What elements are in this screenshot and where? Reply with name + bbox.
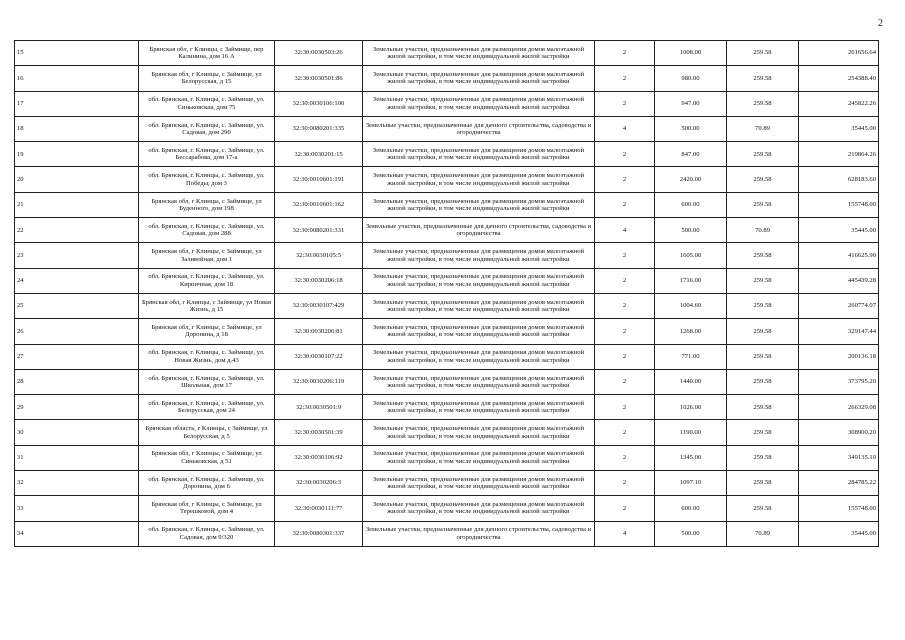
table-row [15, 192, 879, 217]
cadastral-value-cell: 254388.40 [799, 66, 879, 91]
area-cell: 771.00 [655, 344, 727, 369]
table-row [15, 91, 879, 116]
specific-value-cell: 70.89 [727, 218, 799, 243]
specific-value-cell: 70.89 [727, 521, 799, 546]
cadastral-number-cell: 32:30:0080201:331 [275, 218, 363, 243]
area-cell: 1605.00 [655, 243, 727, 268]
cadastral-value-cell: 155748.00 [799, 496, 879, 521]
permitted-use-cell: Земельные участки, предназначенные для дачного строительства, садоводства и огородничества [363, 218, 595, 243]
group-cell: 2 [595, 91, 655, 116]
table-row [15, 445, 879, 470]
specific-value-cell: 259.58 [727, 66, 799, 91]
permitted-use-cell: Земельные участки, предназначенные для размещения домов малоэтажной жилой застройки, в том числе индивидуальной жилой застройки [363, 268, 595, 293]
row-number-cell: 18 [15, 116, 139, 141]
row-number-cell: 30 [15, 420, 139, 445]
group-cell: 2 [595, 167, 655, 192]
group-cell: 2 [595, 496, 655, 521]
cadastral-number-cell: 32:30:0030501:86 [275, 66, 363, 91]
row-number-cell: 23 [15, 243, 139, 268]
area-cell: 600.00 [655, 192, 727, 217]
specific-value-cell: 259.58 [727, 496, 799, 521]
group-cell: 2 [595, 395, 655, 420]
specific-value-cell: 259.58 [727, 420, 799, 445]
cadastral-number-cell: 32:30:0030206:81 [275, 319, 363, 344]
row-number-cell: 28 [15, 369, 139, 394]
cadastral-value-cell: 245822.26 [799, 91, 879, 116]
area-cell: 600.00 [655, 496, 727, 521]
cadastral-value-cell: 445439.28 [799, 268, 879, 293]
row-number-cell: 20 [15, 167, 139, 192]
area-cell: 1345.00 [655, 445, 727, 470]
cadastral-number-cell: 32:30:0030501:39 [275, 420, 363, 445]
permitted-use-cell: Земельные участки, предназначенные для дачного строительства, садоводства и огородничества [363, 521, 595, 546]
cadastral-number-cell: 32:30:0030503:26 [275, 41, 363, 66]
row-number-cell: 26 [15, 319, 139, 344]
permitted-use-cell: Земельные участки, предназначенные для размещения домов малоэтажной жилой застройки, в том числе индивидуальной жилой застройки [363, 293, 595, 318]
cadastral-value-cell: 373795.20 [799, 369, 879, 394]
row-number-cell: 15 [15, 41, 139, 66]
specific-value-cell: 259.58 [727, 293, 799, 318]
cadastral-value-cell: 35445.00 [799, 116, 879, 141]
table-body [15, 41, 879, 547]
group-cell: 2 [595, 142, 655, 167]
permitted-use-cell: Земельные участки, предназначенные для размещения домов малоэтажной жилой застройки, в том числе индивидуальной жилой застройки [363, 319, 595, 344]
specific-value-cell: 259.58 [727, 142, 799, 167]
cadastral-value-cell: 155748.00 [799, 192, 879, 217]
permitted-use-cell: Земельные участки, предназначенные для размещения домов малоэтажной жилой застройки, в том числе индивидуальной жилой застройки [363, 496, 595, 521]
address-cell: Брянская область, г Клинцы, с Займище, ул Белорусская, д 5 [139, 420, 275, 445]
cadastral-number-cell: 32:30:0030206:3 [275, 471, 363, 496]
permitted-use-cell: Земельные участки, предназначенные для размещения домов малоэтажной жилой застройки, в том числе индивидуальной жилой застройки [363, 66, 595, 91]
address-cell: обл. Брянская, г. Клинцы, с. Займище, ул. Кирпичная, дом 18 [139, 268, 275, 293]
area-cell: 847.00 [655, 142, 727, 167]
group-cell: 2 [595, 66, 655, 91]
cadastral-value-cell: 266329.08 [799, 395, 879, 420]
area-cell: 1004.60 [655, 293, 727, 318]
area-cell: 980.00 [655, 66, 727, 91]
table-row [15, 420, 879, 445]
permitted-use-cell: Земельные участки, предназначенные для дачного строительства, садоводства и огородничества [363, 116, 595, 141]
group-cell: 2 [595, 41, 655, 66]
cadastral-number-cell: 32:30:0030107:429 [275, 293, 363, 318]
address-cell: Брянская обл, г Клинцы, с Займище, ул Буденного, дом 198 [139, 192, 275, 217]
table-row [15, 116, 879, 141]
specific-value-cell: 259.58 [727, 471, 799, 496]
table-row [15, 319, 879, 344]
specific-value-cell: 259.58 [727, 243, 799, 268]
area-cell: 947.00 [655, 91, 727, 116]
cadastral-number-cell: 32:30:0030106:100 [275, 91, 363, 116]
cadastral-value-cell: 284785.22 [799, 471, 879, 496]
address-cell: обл. Брянская, г. Клинцы, с. Займище, ул. Бессарабова, дом 17-а [139, 142, 275, 167]
cadastral-value-cell: 219864.26 [799, 142, 879, 167]
specific-value-cell: 70.89 [727, 116, 799, 141]
cadastral-number-cell: 32:30:0080301:337 [275, 521, 363, 546]
cadastral-value-cell: 308900.20 [799, 420, 879, 445]
area-cell: 1190.00 [655, 420, 727, 445]
group-cell: 4 [595, 218, 655, 243]
table-row [15, 167, 879, 192]
table-row [15, 66, 879, 91]
area-cell: 1716.00 [655, 268, 727, 293]
cadastral-number-cell: 32:30:0030201:15 [275, 142, 363, 167]
row-number-cell: 25 [15, 293, 139, 318]
cadastral-number-cell: 32:30:0030206:18 [275, 268, 363, 293]
cadastral-value-cell: 329147.44 [799, 319, 879, 344]
cadastral-number-cell: 32:30:0030106:92 [275, 445, 363, 470]
group-cell: 2 [595, 243, 655, 268]
group-cell: 4 [595, 116, 655, 141]
row-number-cell: 21 [15, 192, 139, 217]
cadastral-value-cell: 35445.00 [799, 218, 879, 243]
cadastral-value-cell: 260774.07 [799, 293, 879, 318]
group-cell: 2 [595, 369, 655, 394]
cadastral-value-cell: 628183.60 [799, 167, 879, 192]
group-cell: 2 [595, 344, 655, 369]
address-cell: обл. Брянская, г. Клинцы, с. Займище, ул. Победы, дом 3 [139, 167, 275, 192]
cadastral-number-cell: 32:30:0010601:162 [275, 192, 363, 217]
specific-value-cell: 259.58 [727, 192, 799, 217]
cadastral-number-cell: 32:30:0030111:77 [275, 496, 363, 521]
area-cell: 1440.00 [655, 369, 727, 394]
cadastral-value-cell: 349135.10 [799, 445, 879, 470]
table-row [15, 218, 879, 243]
table-row [15, 243, 879, 268]
area-cell: 1008.00 [655, 41, 727, 66]
table-row [15, 471, 879, 496]
cadastral-number-cell: 32:30:0030501:9 [275, 395, 363, 420]
specific-value-cell: 259.58 [727, 319, 799, 344]
address-cell: обл. Брянская, г. Клинцы, с. Займище, ул. Синьковская, дом 75 [139, 91, 275, 116]
group-cell: 2 [595, 293, 655, 318]
group-cell: 2 [595, 192, 655, 217]
table-row [15, 496, 879, 521]
address-cell: Брянская обл, г Клинцы, с Займище, пер Калинина, дом 16 А [139, 41, 275, 66]
group-cell: 2 [595, 420, 655, 445]
row-number-cell: 27 [15, 344, 139, 369]
address-cell: обл. Брянская, г. Клинцы, с. Займище, ул. Садовая, дом 288 [139, 218, 275, 243]
row-number-cell: 22 [15, 218, 139, 243]
row-number-cell: 31 [15, 445, 139, 470]
cadastral-value-cell: 416625.90 [799, 243, 879, 268]
land-plots-table [14, 40, 879, 547]
cadastral-number-cell: 32:30:0030206:119 [275, 369, 363, 394]
group-cell: 4 [595, 521, 655, 546]
cadastral-number-cell: 32:30:0030105:5 [275, 243, 363, 268]
area-cell: 500.00 [655, 116, 727, 141]
permitted-use-cell: Земельные участки, предназначенные для размещения домов малоэтажной жилой застройки, в том числе индивидуальной жилой застройки [363, 420, 595, 445]
row-number-cell: 34 [15, 521, 139, 546]
table-row [15, 142, 879, 167]
permitted-use-cell: Земельные участки, предназначенные для размещения домов малоэтажной жилой застройки, в том числе индивидуальной жилой застройки [363, 344, 595, 369]
specific-value-cell: 259.58 [727, 369, 799, 394]
address-cell: Брянская обл, г Клинцы, с Займище, ул Доронина, д 18 [139, 319, 275, 344]
address-cell: обл. Брянская, г. Клинцы, с. Займище, ул. Белорусская, дом 24 [139, 395, 275, 420]
cadastral-number-cell: 32:30:0030107:22 [275, 344, 363, 369]
table-row [15, 344, 879, 369]
permitted-use-cell: Земельные участки, предназначенные для размещения домов малоэтажной жилой застройки, в том числе индивидуальной жилой застройки [363, 167, 595, 192]
area-cell: 500.00 [655, 218, 727, 243]
area-cell: 500.00 [655, 521, 727, 546]
table-row [15, 521, 879, 546]
row-number-cell: 33 [15, 496, 139, 521]
table-row [15, 268, 879, 293]
address-cell: Брянская обл, г Клинцы, с Займище, ул Синьковская, д 51 [139, 445, 275, 470]
row-number-cell: 16 [15, 66, 139, 91]
specific-value-cell: 259.58 [727, 268, 799, 293]
address-cell: обл. Брянская, г. Клинцы, с. Займище, ул. Садовая, дом 9/320 [139, 521, 275, 546]
row-number-cell: 29 [15, 395, 139, 420]
row-number-cell: 19 [15, 142, 139, 167]
table-row [15, 395, 879, 420]
group-cell: 2 [595, 319, 655, 344]
specific-value-cell: 259.58 [727, 395, 799, 420]
row-number-cell: 32 [15, 471, 139, 496]
group-cell: 2 [595, 268, 655, 293]
address-cell: обл. Брянская, г. Клинцы, с. Займище, ул. Доронина, дом 6 [139, 471, 275, 496]
permitted-use-cell: Земельные участки, предназначенные для размещения домов малоэтажной жилой застройки, в том числе индивидуальной жилой застройки [363, 395, 595, 420]
group-cell: 2 [595, 471, 655, 496]
specific-value-cell: 259.58 [727, 41, 799, 66]
permitted-use-cell: Земельные участки, предназначенные для размещения домов малоэтажной жилой застройки, в том числе индивидуальной жилой застройки [363, 445, 595, 470]
address-cell: обл. Брянская, г. Клинцы, с. Займище, ул. Садовая, дом 290 [139, 116, 275, 141]
cadastral-value-cell: 261656.64 [799, 41, 879, 66]
area-cell: 1268.00 [655, 319, 727, 344]
permitted-use-cell: Земельные участки, предназначенные для размещения домов малоэтажной жилой застройки, в том числе индивидуальной жилой застройки [363, 41, 595, 66]
row-number-cell: 17 [15, 91, 139, 116]
row-number-cell: 24 [15, 268, 139, 293]
cadastral-number-cell: 32:30:0010601:191 [275, 167, 363, 192]
table-row [15, 41, 879, 66]
specific-value-cell: 259.58 [727, 445, 799, 470]
cadastral-value-cell: 200136.18 [799, 344, 879, 369]
area-cell: 2420.00 [655, 167, 727, 192]
table-row [15, 369, 879, 394]
address-cell: Брянская обл, г Клинцы, с Займище, ул Новая Жизнь, д 15 [139, 293, 275, 318]
area-cell: 1097.10 [655, 471, 727, 496]
address-cell: Брянская обл, г Клинцы, с Займище, ул Заливейная, дом 1 [139, 243, 275, 268]
cadastral-value-cell: 35445.00 [799, 521, 879, 546]
permitted-use-cell: Земельные участки, предназначенные для размещения домов малоэтажной жилой застройки, в том числе индивидуальной жилой застройки [363, 192, 595, 217]
address-cell: обл. Брянская, г. Клинцы, с. Займище, ул. Новая Жизнь, дом д.43 [139, 344, 275, 369]
permitted-use-cell: Земельные участки, предназначенные для размещения домов малоэтажной жилой застройки, в том числе индивидуальной жилой застройки [363, 369, 595, 394]
address-cell: обл. Брянская, г. Клинцы, с. Займище, ул. Школьная, дом 17 [139, 369, 275, 394]
page-number: 2 [878, 18, 883, 29]
specific-value-cell: 259.58 [727, 167, 799, 192]
specific-value-cell: 259.58 [727, 344, 799, 369]
cadastral-number-cell: 32:30:0080201:335 [275, 116, 363, 141]
area-cell: 1026.00 [655, 395, 727, 420]
group-cell: 2 [595, 445, 655, 470]
address-cell: Брянская обл, г Клинцы, с Займище, ул Терешковой, дом 4 [139, 496, 275, 521]
permitted-use-cell: Земельные участки, предназначенные для размещения домов малоэтажной жилой застройки, в том числе индивидуальной жилой застройки [363, 142, 595, 167]
table-row [15, 293, 879, 318]
permitted-use-cell: Земельные участки, предназначенные для размещения домов малоэтажной жилой застройки, в том числе индивидуальной жилой застройки [363, 243, 595, 268]
permitted-use-cell: Земельные участки, предназначенные для размещения домов малоэтажной жилой застройки, в том числе индивидуальной жилой застройки [363, 91, 595, 116]
specific-value-cell: 259.58 [727, 91, 799, 116]
address-cell: Брянская обл, г Клинцы, с Займище, ул Белорусская, д 15 [139, 66, 275, 91]
permitted-use-cell: Земельные участки, предназначенные для размещения домов малоэтажной жилой застройки, в том числе индивидуальной жилой застройки [363, 471, 595, 496]
